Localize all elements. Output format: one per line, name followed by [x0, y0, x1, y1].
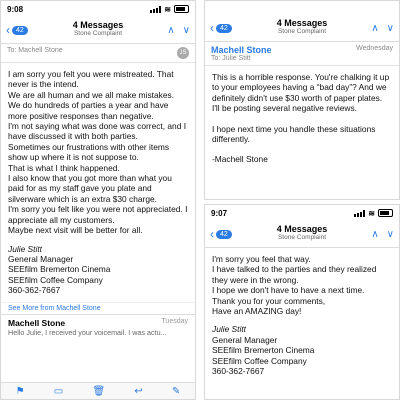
- signal-icon: [150, 6, 161, 13]
- signature-line: SEEfilm Bremerton Cinema: [8, 264, 111, 275]
- bottom-toolbar: [1, 382, 195, 399]
- sender-name: Machell Stone: [211, 45, 272, 55]
- next-message-button[interactable]: ∨: [386, 228, 394, 240]
- body-line: Sometimes our frustrations with other items show up where it is not suppose to.: [8, 141, 170, 163]
- body-line: I also know that you got more than what you paid for as my staff gave you plate and silverware which is an extra $30 charge.: [8, 173, 172, 204]
- body-line: I hope we don't have to have a next time.: [212, 285, 365, 296]
- signal-icon: [354, 210, 365, 217]
- signature-line: 360-362-7667: [212, 366, 265, 377]
- status-bar: [205, 205, 399, 221]
- trash-icon[interactable]: 🗑: [92, 385, 106, 397]
- signature-line: SEEfilm Coffee Company: [8, 274, 103, 285]
- back-button[interactable]: [210, 227, 232, 241]
- signature-name: Julie Stitt: [212, 324, 246, 335]
- body-line: I am sorry you felt you were mistreated. That never is the intend.: [8, 69, 174, 90]
- chevron-left-icon: ‹: [6, 23, 10, 37]
- battery-icon: [174, 5, 189, 13]
- compose-icon[interactable]: ✎: [172, 385, 181, 397]
- battery-icon: [378, 209, 393, 217]
- recipient-line: To: Julie Stitt: [211, 55, 251, 62]
- next-message-button[interactable]: ∨: [386, 22, 394, 34]
- signature-line: 360-362-7667: [8, 285, 61, 296]
- body-line: That is what I think happened.: [8, 162, 120, 173]
- email-thread-right-bottom: [204, 204, 400, 400]
- email-thread-right-top: [204, 0, 400, 200]
- signature-name: Julie Stitt: [8, 243, 42, 254]
- message-body: [1, 63, 195, 302]
- previous-message-button[interactable]: ∧: [167, 24, 175, 36]
- status-bar: [1, 1, 195, 17]
- message-body: [205, 248, 399, 382]
- body-line: I'm not saying what was done was correct, and I have discussed it with both parties.: [8, 121, 187, 142]
- message-date: Wednesday: [356, 45, 393, 52]
- avatar: JS: [177, 47, 189, 59]
- flag-icon[interactable]: ⚑: [15, 385, 25, 397]
- body-line: Have an AMAZING day!: [212, 306, 302, 317]
- status-time: 9:08: [7, 4, 24, 14]
- body-line: -Machell Stone: [212, 154, 268, 165]
- unread-count-badge: 42: [216, 24, 232, 33]
- body-line: I hope next time you handle these situations differently.: [212, 123, 376, 145]
- reply-preview[interactable]: [1, 314, 195, 340]
- thread-title: 4 Messages: [276, 224, 328, 234]
- reply-preview-text: Hello Julie, I received your voicemail. I was actu...: [8, 327, 167, 337]
- thread-subject: Stone Complaint: [277, 234, 327, 241]
- body-line: Thank you for your comments,: [212, 295, 326, 306]
- chevron-left-icon: ‹: [210, 21, 214, 35]
- reply-sender: Machell Stone: [8, 317, 66, 328]
- body-line: I'm sorry you felt like you were not appreciated. I appreciate all my customers.: [8, 204, 188, 225]
- thread-title: 4 Messages: [276, 18, 328, 28]
- wifi-icon: ≋: [368, 208, 375, 218]
- thread-title: 4 Messages: [72, 20, 124, 30]
- thread-subject: Stone Complaint: [277, 28, 327, 35]
- previous-message-button[interactable]: ∧: [371, 22, 379, 34]
- signature-line: General Manager: [8, 253, 74, 264]
- reply-date: Tuesday: [161, 317, 188, 325]
- previous-message-button[interactable]: ∧: [371, 228, 379, 240]
- body-line: This is a horrible response. You're chalking it up to your employees having a “bad day”? And we definitely didn't use $30 worth of paper plates. I'll be posting several negative reviews.: [212, 72, 390, 114]
- signature-line: SEEfilm Bremerton Cinema: [212, 345, 315, 356]
- unread-count-badge: 42: [12, 26, 28, 35]
- next-message-button[interactable]: ∨: [182, 24, 190, 36]
- chevron-left-icon: ‹: [210, 227, 214, 241]
- signature-line: SEEfilm Coffee Company: [212, 355, 307, 366]
- nav-bar: [205, 15, 399, 42]
- message-body: [205, 66, 399, 171]
- email-thread-left: [0, 0, 196, 400]
- recipient-line: To: Machell Stone: [7, 47, 63, 54]
- body-line: Maybe next visit will be better for all.: [8, 225, 143, 236]
- unread-count-badge: 42: [216, 230, 232, 239]
- nav-bar: [205, 221, 399, 248]
- folder-icon[interactable]: ▭: [53, 385, 64, 397]
- nav-bar: [1, 17, 195, 44]
- signature-line: General Manager: [212, 334, 278, 345]
- message-header: [1, 44, 195, 63]
- status-time: 9:07: [211, 208, 228, 218]
- see-more-link[interactable]: See More from Machell Stone: [1, 302, 195, 314]
- body-line: We are all human and we all make mistakes. We do hundreds of parties a year and have more positive responses than negative.: [8, 89, 175, 121]
- body-line: I'm sorry you feel that way.: [212, 254, 311, 264]
- body-line: I have talked to the parties and they realized they were in the wrong.: [212, 264, 377, 285]
- wifi-icon: ≋: [164, 4, 171, 14]
- back-button[interactable]: [6, 23, 28, 37]
- back-button[interactable]: [210, 21, 232, 35]
- thread-subject: Stone Complaint: [73, 30, 123, 37]
- message-header: [205, 42, 399, 66]
- reply-icon[interactable]: ↩: [134, 385, 143, 397]
